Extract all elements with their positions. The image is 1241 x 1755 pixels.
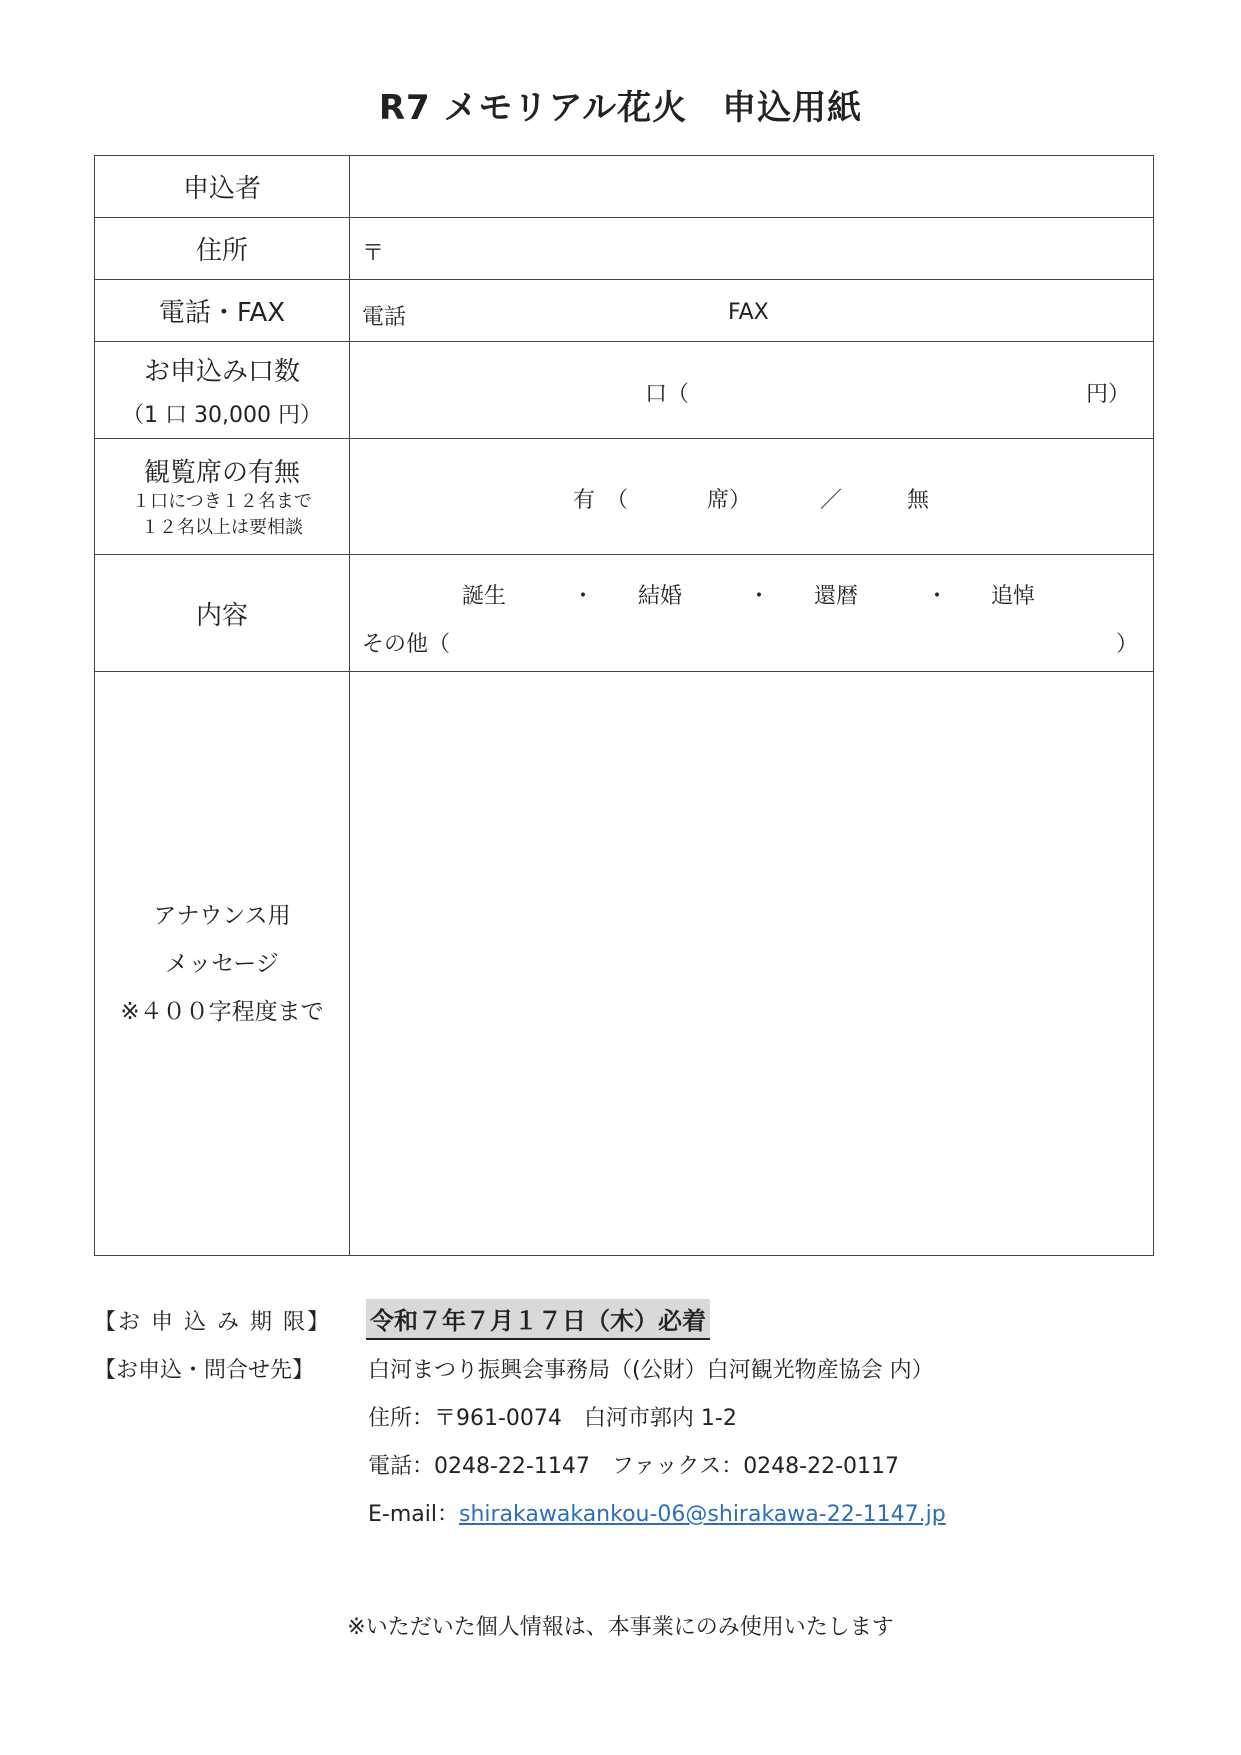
seats-seat: 席）: [707, 488, 752, 513]
email-prefix: E-mail：: [368, 1502, 459, 1527]
applicant-row: [95, 156, 1154, 218]
content-field[interactable]: [350, 555, 1154, 672]
units-yen: 円）: [1086, 382, 1131, 407]
content-other-label: その他（: [362, 632, 451, 657]
address-field[interactable]: [350, 218, 1154, 280]
applicant-field[interactable]: [350, 156, 1154, 218]
content-separator: ・: [748, 584, 771, 609]
phone-fax-field[interactable]: [350, 280, 1154, 342]
units-label-cell: [95, 342, 350, 439]
message-label-cell: [95, 672, 350, 1256]
content-row: [95, 555, 1154, 672]
message-label-3: ※４００字程度まで: [120, 998, 324, 1025]
content-separator: ・: [926, 584, 949, 609]
content-option-birth[interactable]: 誕生: [462, 584, 507, 609]
content-option-wedding[interactable]: 結婚: [638, 584, 683, 609]
email-link[interactable]: shirakawakankou-06@shirakawa-22-1147.jp: [458, 1502, 946, 1527]
seats-yes: 有 （: [573, 488, 629, 513]
contact-phone: 電話：0248-22-1147 ファックス：0248-22-0117: [368, 1454, 900, 1479]
phone-prefix: 電話: [362, 305, 407, 330]
message-row: [95, 672, 1154, 1256]
contact-org: 白河まつり振興会事務局（(公財）白河観光物産協会 内）: [368, 1358, 934, 1383]
fax-prefix: FAX: [728, 300, 769, 325]
seats-note-2: １２名以上は要相談: [141, 517, 303, 538]
content-option-kanreki[interactable]: 還暦: [814, 584, 859, 609]
seats-label-cell: [95, 439, 350, 555]
address-label: 住所: [95, 218, 350, 280]
units-field[interactable]: [350, 342, 1154, 439]
contact-email-row: [368, 1497, 946, 1528]
message-label-1: アナウンス用: [153, 902, 291, 929]
application-form-table: [94, 155, 1154, 1256]
units-row: [95, 342, 1154, 439]
seats-slash: ／: [820, 488, 843, 513]
privacy-note: ※いただいた個人情報は、本事業にのみ使用いたします: [347, 1615, 894, 1640]
phone-fax-row: [95, 280, 1154, 342]
content-label: 内容: [95, 555, 350, 672]
message-label-2: メッセージ: [165, 950, 279, 977]
seats-no: 無: [907, 488, 930, 513]
seats-note-1: １口につき１２名まで: [132, 491, 312, 512]
postal-mark: 〒: [362, 241, 385, 266]
page-title: R7 メモリアル花火 申込用紙: [378, 88, 863, 128]
deadline-label: 【お 申 込 み 期 限】: [94, 1310, 331, 1335]
content-option-memorial[interactable]: 追悼: [991, 584, 1036, 609]
seats-field[interactable]: [350, 439, 1154, 555]
applicant-label: 申込者: [95, 156, 350, 218]
deadline-value: 令和７年７月１７日（木）必着: [366, 1299, 710, 1340]
contact-address: 住所：〒961-0074 白河市郭内 1-2: [368, 1406, 737, 1431]
units-unit: 口（: [645, 382, 690, 407]
seats-row: [95, 439, 1154, 555]
contact-label: 【お申込・問合せ先】: [94, 1358, 315, 1383]
units-price: （1 口 30,000 円）: [122, 403, 322, 428]
units-label: お申込み口数: [143, 357, 300, 387]
content-other-close: ）: [1116, 632, 1139, 657]
phone-fax-label: 電話・FAX: [95, 280, 350, 342]
content-separator: ・: [572, 584, 595, 609]
seats-label: 観覧席の有無: [143, 458, 300, 488]
message-field[interactable]: [350, 672, 1154, 1256]
address-row: [95, 218, 1154, 280]
